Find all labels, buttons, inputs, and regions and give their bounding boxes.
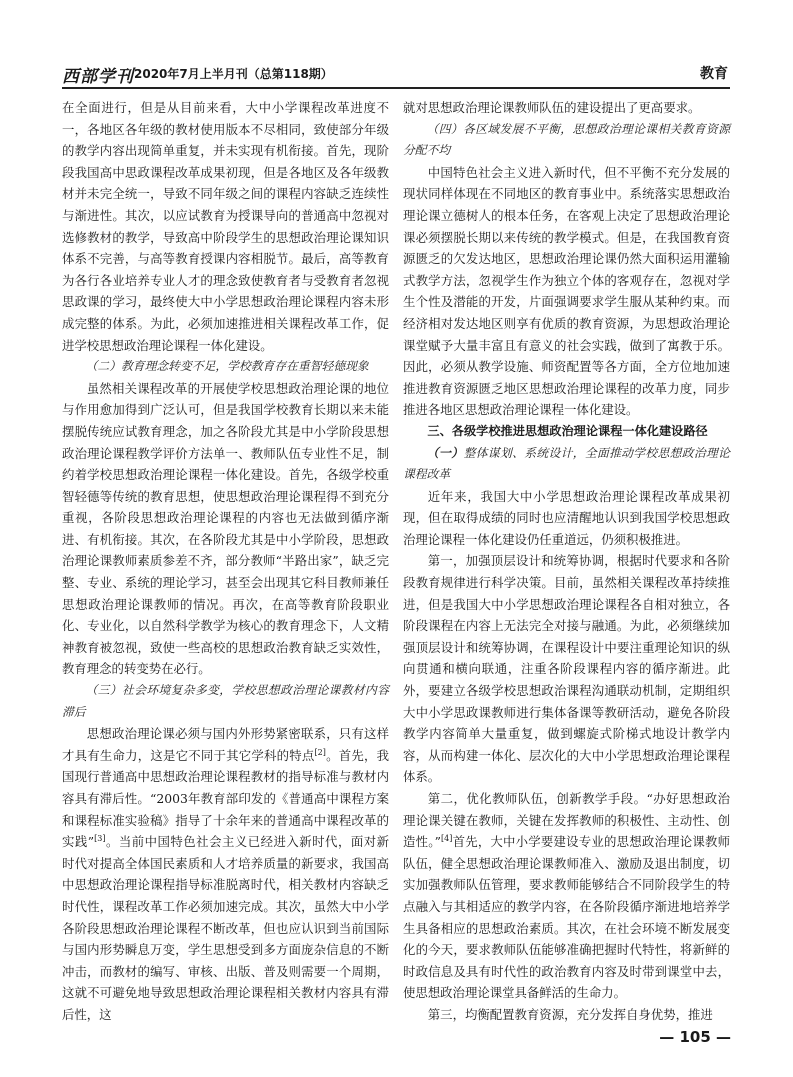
left-paragraph-2: 虽然相关课程改革的开展使学校思想政治理论课的地位与作用愈加得到广泛认可，但是我国学校教育长期以来未能摆脱传统应试教育理念，加之各阶段尤其是中小学阶段思想政治理论课程教学评价方法单一、教师队伍专业性不足，制约着学校思想政治理论课程一体化建设。首先，各级学校重智轻德等传统的教育思想，使思想政治理论课程得不到充分重视，各阶段思想政治理论课程的内容也无法做到循序渐进、有机衔接。其次，在各阶段尤其是中小学阶段，思想政治理论课教师素质参差不齐，部分教师“半路出家”，缺乏完整、专业、系统的理论学习，甚至会出现其它科目教师兼任思想政治理论课教师的情况。再次，在高等教育阶段职业化、专业化，以自然科学教学为核心的教育理念下，人文精神教育被忽视，致使一些高校的思想政治教育缺乏实效性，教育理念的转变势在必行。 xyxy=(62,380,389,677)
right-paragraph-2: 近年来，我国大中小学思想政治理论课程改革成果初现，但在取得成绩的同时也应清醒地认识到我国学校思想政治理论课程一体化建设仍任重道远，仍须积极推进。 xyxy=(403,488,730,547)
page-number: — 105 — xyxy=(659,1028,731,1046)
left-paragraph-1: 在全面进行，但是从目前来看，大中小学课程改革进度不一，各地区各年级的教材使用版本不尽相同，致使部分年级的教学内容出现简单重复，并未实现有机衔接。首先，现阶段我国高中思政课程改革成果初现，但是各地区及各年级教材并未完全统一，导致不同年级之间的课程内容缺乏连续性与渐进性。其次，以应试教育为授课导向的普通高中忽视对选修教材的教学，导致高中阶段学生的思想政治理论课知识体系不完善，与高等教育授课内容相脱节。最后，高等教育为各行各业培养专业人才的理念致使教育者与受教育者忽视思政课的学习，最终使大中小学思想政治理论课程内容未形成完整的体系。为此，必须加速推进相关课程改革工作，促进学校思想政治理论课程一体化建设。 xyxy=(62,100,389,353)
right-paragraph-5: 第三，均衡配置教育资源，充分发挥自身优势，推进 xyxy=(427,1006,713,1022)
paragraph-text: 思想政治理论课必须与国内外形势紧密联系，只有这样才具有生命力，这是它不同于其它学科的特点 xyxy=(62,726,389,763)
right-paragraph-3: 第一，加强顶层设计和统筹协调，根据时代要求和各阶段教育规律进行科学决策。目前，虽然相关课程改革持续推进，但是我国大中小学思想政治理论课程各自相对独立，各阶段课程在内容上无法完全对接与融通。为此，必须继续加强顶层设计和统筹协调，在课程设计中要注重理论知识的纵向贯通和横向联通，注重各阶段课程内容的循序渐进。此外，要建立各级学校思想政治课程沟通联动机制，定期组织大中小学思政课教师进行集体备课等教研活动，避免各阶段教学内容简单大量重复，做到螺旋式阶梯式地设计教学内容，从而构建一体化、层次化的大中小学思想政治理论课程体系。 xyxy=(403,553,730,785)
right-paragraph-0: 就对思想政治理论课教师队伍的建设提出了更高要求。 xyxy=(403,100,701,115)
citation-ref: [3] xyxy=(94,834,106,844)
paragraph-text: 首先，大中小学要建设专业的思想政治理论课教师队伍，健全思想政治理论课教师准入、激励及退出制度，切实加强教师队伍管理，要求教师能够结合不同阶段学生的特点融入与其相适应的教学内容，在各阶段循序渐进地培养学生具备相应的思想政治素质。其次，在社会环境不断发展变化的今天，要求教师队伍能够准确把握时代特性，将新鲜的时政信息及具有时代性的政治教育内容及时带到课堂中去，使思想政治理论课堂具备鲜活的生命力。 xyxy=(403,834,730,1001)
section-name: 教育 xyxy=(700,66,728,82)
paragraph-text: 。当前中国特色社会主义已经进入新时代，面对新时代对提高全体国民素质和人才培养质量的新要求，我国高中思想政治理论课程指导标准脱离时代，相关教材内容缺乏时代性，课程改革工作必须加速完成。其次，虽然大中小学各阶段思想政治理论课程不断改革，但也应认识到当前国际与国内形势瞬息万变，学生思想受到多方面庞杂信息的不断冲击，而教材的编写、审核、出版、普及则需要一个周期，这就不可避免地导致思想政治理论课程相关教材内容具有滞后性，这 xyxy=(62,834,390,1022)
subsection-number: （一） xyxy=(426,445,464,460)
header-rule xyxy=(62,87,730,89)
subsection-heading-4: （四）各区域发展不平衡，思想政治理论课相关教育资源分配不均 xyxy=(403,121,730,158)
paragraph-text: 第二，优化教师队伍，创新教学手段。“办好思想政治理论课关键在教师，关键在发挥教师的积极性、主动性、创造性。” xyxy=(403,791,730,850)
page-header xyxy=(62,58,730,87)
journal-name: 西部学刊 xyxy=(62,67,134,87)
subsection-heading-1 xyxy=(403,443,730,486)
left-column xyxy=(62,97,389,1026)
citation-ref: [4] xyxy=(441,834,453,844)
section-heading-3: 三、各级学校推进思想政治理论课程一体化建设路径 xyxy=(427,423,708,438)
citation-ref: [2] xyxy=(314,747,326,757)
left-paragraph-3 xyxy=(62,723,389,1025)
paragraph-text: 。首先，我国现行普通高中思想政治理论课程教材的指导标准与教材内容具有滞后性。“2003年教育部印发的《普通高中课程方案和课程标准实验稿》指导了十余年来的普通高中课程改革的实践” xyxy=(62,747,390,850)
right-column xyxy=(403,97,730,1026)
subsection-heading-3: （三）社会环境复杂多变，学校思想政治理论课教材内容滞后 xyxy=(62,683,389,719)
subsection-heading-2: （二）教育理念转变不足，学校教育存在重智轻德现象 xyxy=(85,359,369,374)
issue-info: 2020年7月上半月刊（总第118期） xyxy=(134,67,333,81)
subsection-title: 整体谋划、系统设计，全面推动学校思想政治理论课程改革 xyxy=(403,445,730,482)
right-paragraph-4 xyxy=(403,788,730,1004)
right-paragraph-1: 中国特色社会主义进入新时代，但不平衡不充分发展的现状同样体现在不同地区的教育事业中。系统落实思想政治理论课立德树人的根本任务，在客观上决定了思想政治理论课必须摆脱长期以来传统的教学模式。但是，在我国教育资源匮乏的欠发达地区，思想政治理论课仍然大面积运用灌输式教学方法，忽视学生作为独立个体的客观存在，忽视对学生个性及潜能的开发，片面强调要求学生服从某种约束。而经济相对发达地区则享有优质的教育资源，为思想政治理论课堂赋予大量丰富且有意义的社会实践，做到了寓教于乐。因此，必须从教学设施、师资配置等各方面，全方位地加速推进教育资源匮乏地区思想政治理论课程的改革力度，同步推进各地区思想政治理论课程一体化建设。 xyxy=(403,164,730,418)
